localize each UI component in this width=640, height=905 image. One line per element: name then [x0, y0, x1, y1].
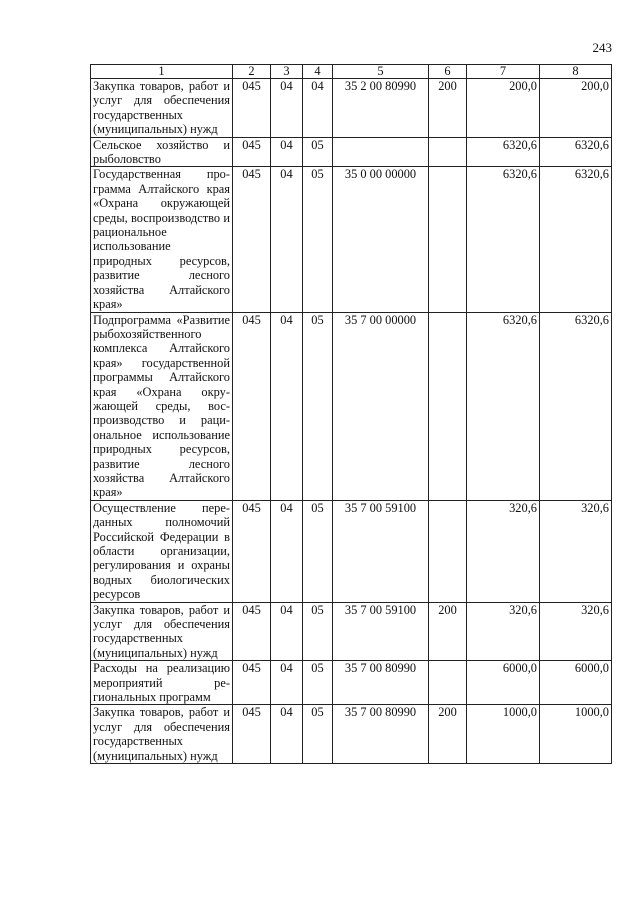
- table-row: [91, 500, 612, 602]
- budget-table: [90, 64, 612, 764]
- subsection-code: 05: [303, 500, 333, 602]
- grbs-code: 045: [233, 167, 271, 312]
- table-row: [91, 705, 612, 764]
- subsection-code: 05: [303, 312, 333, 500]
- column-header: 8: [540, 65, 612, 79]
- target-article-code: 35 7 00 59100: [333, 602, 429, 661]
- subsection-code: 05: [303, 661, 333, 705]
- grbs-code: 045: [233, 500, 271, 602]
- amount-col8: 6320,6: [540, 167, 612, 312]
- item-name: Государственная программа Алтайского края «Охрана окружающей среды, воспроизводство и рациональное использование природных ресурсов, развитие лесного хозяйства Алтайского края»: [91, 167, 233, 312]
- section-code: 04: [271, 312, 303, 500]
- target-article-code: 35 7 00 80990: [333, 661, 429, 705]
- item-name: Расходы на реализацию мероприятий региональных программ: [91, 661, 233, 705]
- target-article-code: 35 7 00 59100: [333, 500, 429, 602]
- column-header: 2: [233, 65, 271, 79]
- expense-type-code: 200: [429, 79, 467, 138]
- target-article-code: 35 0 00 00000: [333, 167, 429, 312]
- page-number: 243: [592, 40, 612, 55]
- grbs-code: 045: [233, 79, 271, 138]
- expense-type-code: [429, 137, 467, 167]
- table-row: [91, 79, 612, 138]
- grbs-code: 045: [233, 137, 271, 167]
- expense-type-code: [429, 500, 467, 602]
- column-header: 6: [429, 65, 467, 79]
- table-row: [91, 312, 612, 500]
- table-row: [91, 137, 612, 167]
- column-header: 5: [333, 65, 429, 79]
- item-name: Закупка товаров, работ и услуг для обеспечения государственных (муниципальных) нужд: [91, 79, 233, 138]
- section-code: 04: [271, 705, 303, 764]
- expense-type-code: [429, 167, 467, 312]
- amount-col8: 200,0: [540, 79, 612, 138]
- expense-type-code: [429, 661, 467, 705]
- grbs-code: 045: [233, 705, 271, 764]
- grbs-code: 045: [233, 602, 271, 661]
- section-code: 04: [271, 167, 303, 312]
- section-code: 04: [271, 137, 303, 167]
- column-header: 1: [91, 65, 233, 79]
- section-code: 04: [271, 500, 303, 602]
- grbs-code: 045: [233, 661, 271, 705]
- item-name: Закупка товаров, работ и услуг для обеспечения государственных (муниципальных) нужд: [91, 602, 233, 661]
- amount-col8: 320,6: [540, 602, 612, 661]
- grbs-code: 045: [233, 312, 271, 500]
- amount-col7: 200,0: [467, 79, 540, 138]
- amount-col7: 6320,6: [467, 167, 540, 312]
- amount-col8: 320,6: [540, 500, 612, 602]
- subsection-code: 05: [303, 137, 333, 167]
- subsection-code: 04: [303, 79, 333, 138]
- table-row: [91, 661, 612, 705]
- column-header: 7: [467, 65, 540, 79]
- column-header: 3: [271, 65, 303, 79]
- expense-type-code: [429, 312, 467, 500]
- amount-col7: 6320,6: [467, 312, 540, 500]
- expense-type-code: 200: [429, 602, 467, 661]
- item-name: Подпрограмма «Развитие рыбохозяйственного комплекса Алтайского края» государственной программы Алтайского края «Охрана окружающей среды, воспроизводство и рациональное использование природных ресурсов, развитие лесного хозяйства Алтайского края»: [91, 312, 233, 500]
- target-article-code: 35 2 00 80990: [333, 79, 429, 138]
- section-code: 04: [271, 661, 303, 705]
- target-article-code: 35 7 00 80990: [333, 705, 429, 764]
- target-article-code: 35 7 00 00000: [333, 312, 429, 500]
- item-name: Закупка товаров, работ и услуг для обеспечения государственных (муниципальных) нужд: [91, 705, 233, 764]
- section-code: 04: [271, 79, 303, 138]
- amount-col8: 6000,0: [540, 661, 612, 705]
- amount-col7: 320,6: [467, 602, 540, 661]
- table-row: [91, 167, 612, 312]
- expense-type-code: 200: [429, 705, 467, 764]
- subsection-code: 05: [303, 705, 333, 764]
- amount-col7: 6000,0: [467, 661, 540, 705]
- item-name: Осуществление переданных полномочий Российской Федерации в области организации, регулирования и охраны водных биологических ресурсов: [91, 500, 233, 602]
- amount-col7: 6320,6: [467, 137, 540, 167]
- amount-col8: 1000,0: [540, 705, 612, 764]
- column-header: 4: [303, 65, 333, 79]
- header-row: [91, 65, 612, 79]
- amount-col7: 320,6: [467, 500, 540, 602]
- section-code: 04: [271, 602, 303, 661]
- subsection-code: 05: [303, 167, 333, 312]
- item-name: Сельское хозяйство и рыболовство: [91, 137, 233, 167]
- table-row: [91, 602, 612, 661]
- amount-col8: 6320,6: [540, 312, 612, 500]
- target-article-code: [333, 137, 429, 167]
- subsection-code: 05: [303, 602, 333, 661]
- amount-col8: 6320,6: [540, 137, 612, 167]
- amount-col7: 1000,0: [467, 705, 540, 764]
